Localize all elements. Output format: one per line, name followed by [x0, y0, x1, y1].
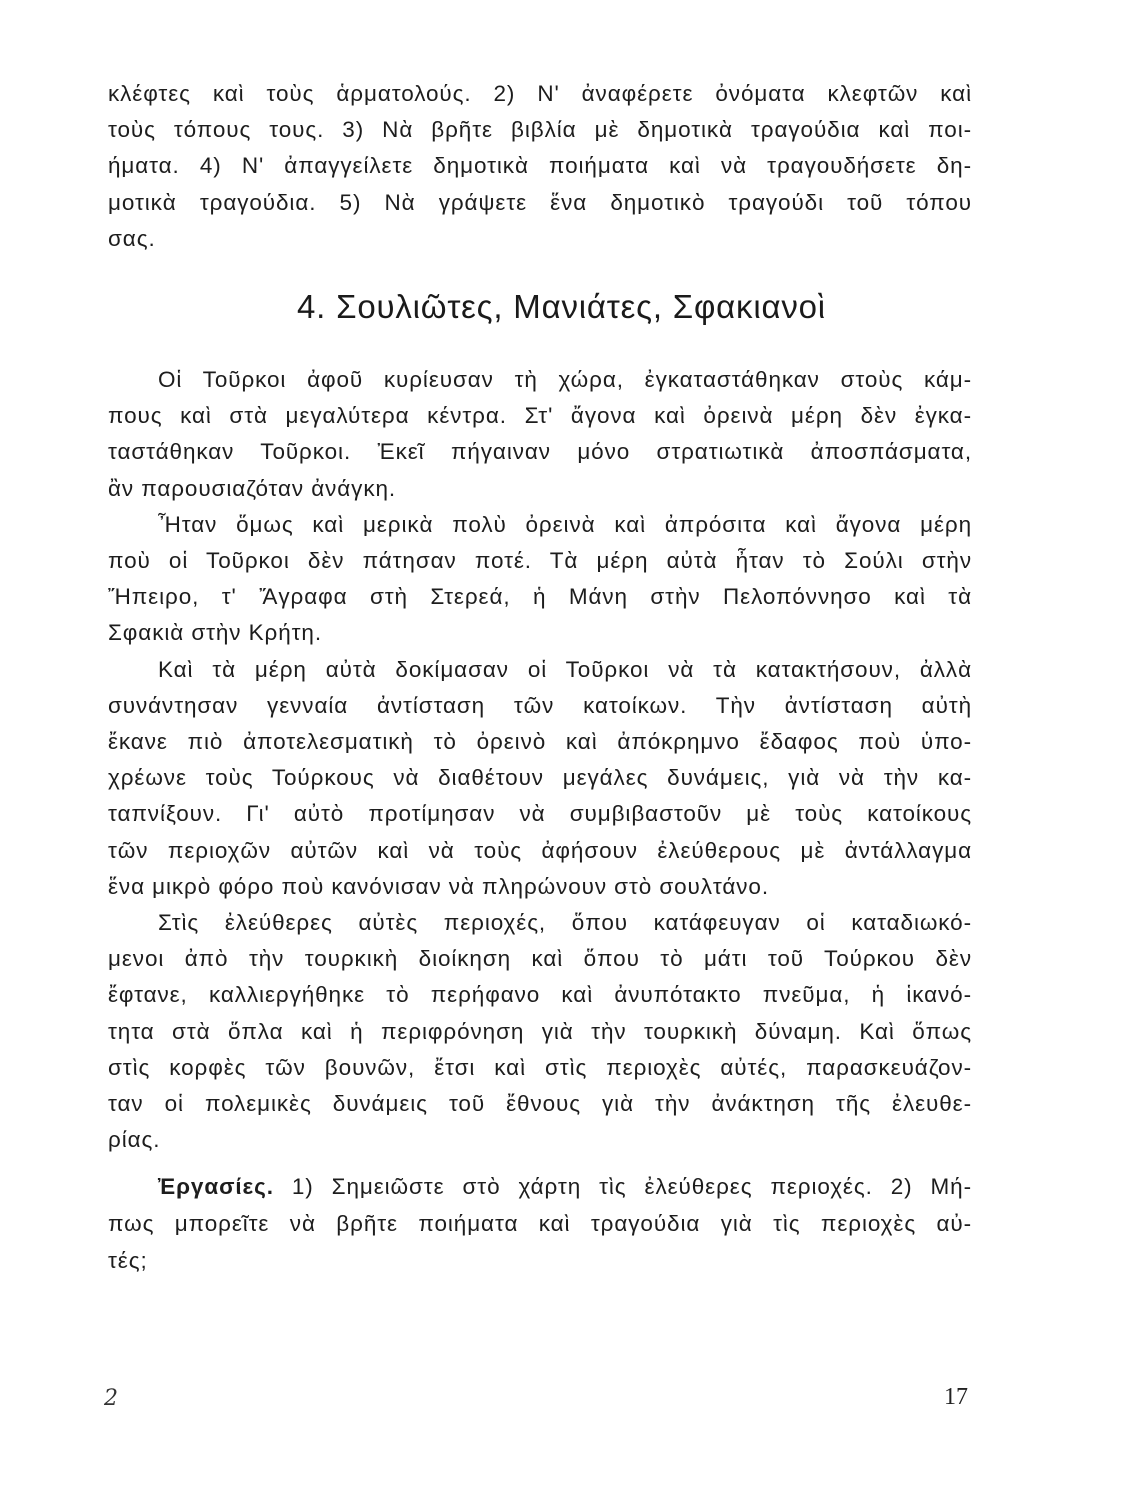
text-line: πως μπορεῖτε νὰ βρῆτε ποιήματα καὶ τραγούδια γιὰ τὶς περιοχὲς αὐ- — [108, 1211, 972, 1236]
paragraph-line: συνάντησαν γενναία ἀντίσταση τῶν κατοίκων. Τὴν ἀντίσταση αὐτὴ — [108, 692, 972, 718]
text-line: τές; — [108, 1248, 148, 1273]
exercises-text: 1) Σημειῶστε στὸ χάρτη τὶς ἐλεύθερες περιοχές. 2) Μή- — [273, 1174, 972, 1199]
paragraph-line: ποὺ οἱ Τοῦρκοι δὲν πάτησαν ποτέ. Τὰ μέρη αὐτὰ ἦταν τὸ Σούλι στὴν — [108, 548, 972, 574]
paragraph-line: Στὶς ἐλεύθερες αὐτὲς περιοχές, ὅπου κατάφευγαν οἱ καταδιωκό- — [158, 910, 972, 936]
paragraph-line: Σφακιὰ στὴν Κρήτη. — [108, 620, 322, 646]
body-text — [108, 362, 972, 1158]
text-line: ήματα. 4) Ν' ἀπαγγείλετε δημοτικὰ ποιήματα καὶ νὰ τραγουδήσετε δη- — [108, 153, 972, 179]
paragraph-line: πους καὶ στὰ μεγαλύτερα κέντρα. Στ' ἄγονα καὶ ὀρεινὰ μέρη δὲν ἐγκα- — [108, 403, 972, 429]
text-line: μοτικὰ τραγούδια. 5) Νὰ γράψετε ἕνα δημοτικὸ τραγούδι τοῦ τόπου — [108, 189, 972, 215]
paragraph-line: χρέωνε τοὺς Τούρκους νὰ διαθέτουν μεγάλες δυνάμεις, γιὰ νὰ τὴν κα- — [108, 765, 972, 791]
page-number: 17 — [944, 1384, 968, 1410]
paragraph-line: ἔφτανε, καλλιεργήθηκε τὸ περήφανο καὶ ἀνυπότακτο πνεῦμα, ἡ ἱκανό- — [108, 982, 972, 1008]
exercises-label: Ἐργασίες. — [158, 1174, 274, 1199]
exercises-first-line — [108, 1168, 972, 1205]
paragraph-line: Ἦταν ὅμως καὶ μερικὰ πολὺ ὀρεινὰ καὶ ἀπρόσιτα καὶ ἄγονα μέρη — [158, 511, 972, 537]
text-line: τοὺς τόπους τους. 3) Νὰ βρῆτε βιβλία μὲ δημοτικὰ τραγούδια καὶ ποι- — [108, 117, 972, 143]
paragraph-line: ταστάθηκαν Τοῦρκοι. Ἐκεῖ πήγαιναν μόνο στρατιωτικὰ ἀποσπάσματα, — [108, 439, 972, 465]
paragraph-line: Οἱ Τοῦρκοι ἀφοῦ κυρίευσαν τὴ χώρα, ἐγκαταστάθηκαν στοὺς κάμ- — [158, 367, 972, 392]
paragraph-line: στὶς κορφὲς τῶν βουνῶν, ἔτσι καὶ στὶς περιοχὲς αὐτές, παρασκευάζον- — [108, 1054, 972, 1080]
paragraph-line: ἔκανε πιὸ ἀποτελεσματικὴ τὸ ὀρεινὸ καὶ ἀπόκρημνο ἔδαφος ποὺ ὑπο- — [108, 729, 972, 755]
paragraph-line: τητα στὰ ὅπλα καὶ ἡ περιφρόνηση γιὰ τὴν τουρκικὴ δύναμη. Καὶ ὅπως — [108, 1018, 972, 1044]
paragraph-line: τῶν περιοχῶν αὐτῶν καὶ νὰ τοὺς ἀφήσουν ἐλεύθερους μὲ ἀντάλλαγμα — [108, 837, 972, 863]
paragraph-line: Ἤπειρο, τ' Ἄγραφα στὴ Στερεά, ἡ Μάνη στὴν Πελοπόννησο καὶ τὰ — [108, 584, 972, 610]
bottom-exercises — [108, 1168, 972, 1279]
paragraph-line: Καὶ τὰ μέρη αὐτὰ δοκίμασαν οἱ Τοῦρκοι νὰ τὰ κατακτήσουν, ἀλλὰ — [158, 656, 972, 682]
paragraph-line: ἕνα μικρὸ φόρο ποὺ κανόνισαν νὰ πληρώνουν στὸ σουλτάνο. — [108, 873, 769, 899]
top-exercises — [108, 76, 972, 257]
text-line: σας. — [108, 225, 156, 251]
section-title: 4. Σουλιῶτες, Μανιάτες, Σφακιανοὶ — [297, 288, 826, 325]
paragraph-line: ἂν παρουσιαζόταν ἀνάγκη. — [108, 475, 397, 501]
text-line: κλέφτες καὶ τοὺς ἁρματολούς. 2) Ν' ἀναφέρετε ὀνόματα κλεφτῶν καὶ — [108, 81, 972, 106]
paragraph-line: ταν οἱ πολεμικὲς δυνάμεις τοῦ ἔθνους γιὰ τὴν ἀνάκτηση τῆς ἐλευθε- — [108, 1091, 972, 1117]
paragraph-line: μενοι ἀπὸ τὴν τουρκικὴ διοίκηση καὶ ὅπου τὸ μάτι τοῦ Τούρκου δὲν — [108, 946, 972, 972]
signature-mark: 2 — [104, 1386, 118, 1411]
paragraph-line: ρίας. — [108, 1127, 161, 1153]
paragraph-line: ταπνίξουν. Γι' αὐτὸ προτίμησαν νὰ συμβιβαστοῦν μὲ τοὺς κατοίκους — [108, 801, 972, 827]
